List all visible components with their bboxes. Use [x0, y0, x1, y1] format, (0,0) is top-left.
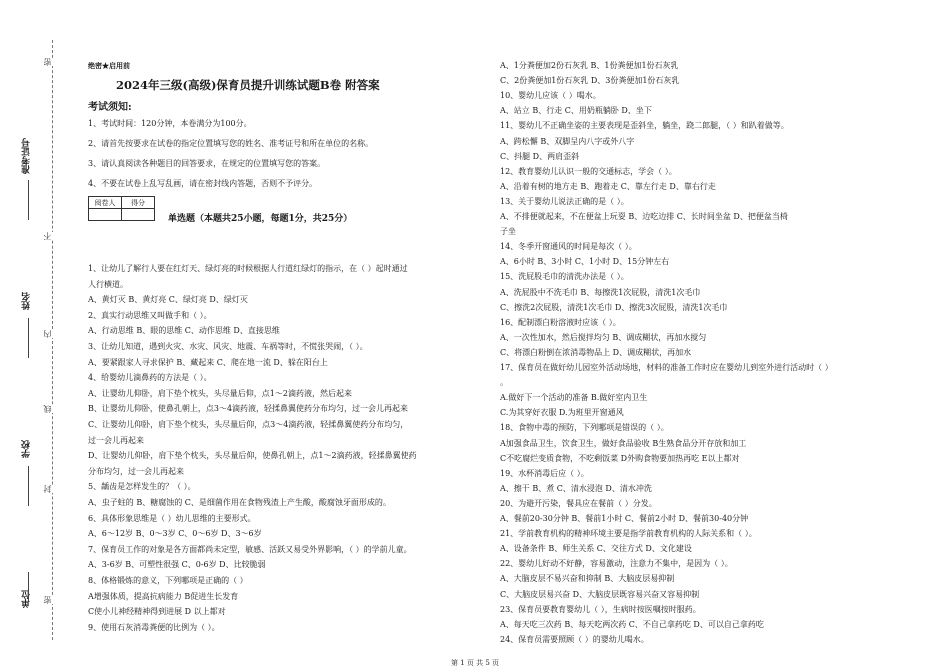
question-line: 8、体格锻炼的意义，下列哪项是正确的（ ） [88, 576, 248, 585]
unit-label: 单位 [22, 590, 32, 608]
seal-line [52, 40, 53, 640]
score-cell [122, 209, 155, 221]
question-line: 16、配制漂白粉溶液时应该（ ）。 [500, 317, 621, 327]
question-line: 22、婴幼儿好动不好静，容易激动，注意力不集中，是因为（ ）。 [500, 559, 733, 569]
question-line: 13、关于婴幼儿说法正确的是（ ）。 [500, 196, 629, 206]
question-line: 子坐 [500, 227, 516, 237]
notice-item: 2、请首先按要求在试卷的指定位置填写您的姓名、准考证号和所在单位的名称。 [88, 139, 374, 148]
question-line: B、让婴幼儿仰卧，使鼻孔朝上，点3～4滴药液，轻揉鼻翼使药分布均匀，过一会儿再起来 [88, 404, 409, 414]
name-label: 姓名 [22, 292, 32, 310]
question-line: 19、水杯消毒后应（ ）。 [500, 468, 589, 478]
question-line: A、大脑皮层不易兴奋和抑制 B、大脑皮层易抑制 [500, 574, 675, 584]
question-line: 20、为避开污染，餐具应在餐前（ ）分发。 [500, 498, 657, 508]
question-line: 。 [500, 378, 508, 388]
question-line: A、设备条件 B、师生关系 C、交往方式 D、文化建设 [500, 544, 692, 554]
seal-mark: 密 [43, 58, 52, 66]
binding-margin [0, 0, 78, 671]
question-line: A、一次性加水，然后搅拌均匀 B、调成糊状，再加水搅匀 [500, 332, 707, 342]
grader-cell [89, 209, 122, 221]
question-line: A、沿着有树的地方走 B、跑着走 C、靠左行走 D、靠右行走 [500, 181, 716, 191]
school-field [28, 466, 29, 506]
question-line: C使小儿神经精神得到进展 D 以上都对 [88, 607, 226, 617]
notice-item: 3、请认真阅读各种题目的回答要求，在规定的位置填写您的答案。 [88, 159, 326, 168]
seal-mark: 内 [43, 330, 52, 338]
exam-number-field [28, 180, 29, 220]
question-line: C、大脑皮层易兴奋 D、大脑皮层既容易兴奋又容易抑制 [500, 589, 700, 599]
unit-field [28, 572, 29, 602]
score-table [88, 196, 155, 221]
question-line: 1、让幼儿了解行人要在红灯天、绿灯亮的时候根据人行道红绿灯的指示，在（ ）起时通过 [88, 264, 408, 273]
question-line: A、站立 B、行走 C、用奶瓶躺卧 D、坐下 [500, 106, 652, 116]
question-line: 12、教育婴幼儿认识一般的交通标志，学会（ ）。 [500, 166, 677, 176]
score-header: 得分 [122, 197, 155, 209]
question-line: A、要紧跟家人寻求保护 B、藏起来 C、爬在地一流 D、躲在阳台上 [88, 357, 328, 367]
exam-number-label: 准考证号 [22, 138, 32, 174]
question-line: A增强体质，提高抗病能力 B促进生长发育 [88, 591, 239, 601]
question-line: 14、冬季开窗通风的时间是每次（ ）。 [500, 242, 637, 252]
question-line: 10、婴幼儿应该（ ）喝水。 [500, 91, 601, 101]
question-line: A、让婴幼儿仰卧，肩下垫个枕头，头尽量后仰，点1～2滴药液，然后起来 [88, 388, 352, 398]
page-title: 2024年三级(高级)保育员提升训练试题B卷 附答案 [116, 78, 380, 92]
question-line: A、虫子蛀的 B、糖腐蚀的 C、是细菌作用在食物残渣上产生酸，酸腐蚀牙面形成的。 [88, 498, 391, 507]
question-line: C、让婴幼儿仰卧，肩下垫个枕头，头尽量后仰，点3～4滴药液，轻揉鼻翼使药分布均匀， [88, 420, 409, 429]
question-line: C不吃腐烂变质食物，不吃剩饭菜 D外购食物要加热再吃 E以上都对 [500, 453, 740, 463]
question-line: C、2份粪便加1份石灰乳 D、3份粪便加1份石灰乳 [500, 76, 680, 86]
question-line: A、擦干 B、煮 C、清水浸泡 D、清水冲洗 [500, 483, 652, 493]
page-footer: 第 1 页 共 5 页 [450, 659, 500, 667]
question-line: C、擦洗2次屁股，清洗1次毛巾 D、擦洗3次屁股，清洗1次毛巾 [500, 302, 728, 312]
question-line: 5、龋齿是怎样发生的？（ ）。 [88, 482, 196, 492]
question-line: A、跨松懈 B、双脚呈内八字或外八字 [500, 136, 635, 146]
question-line: 人行横道。 [88, 279, 128, 289]
question-line: C、将漂白粉倒在浓消毒物品上 D、调成糊状，再加水 [500, 347, 692, 357]
question-line: A、6～12岁 B、0～3岁 C、0～6岁 D、3～6岁 [88, 529, 262, 539]
seal-mark: 密 [43, 596, 52, 604]
question-line: 18、食物中毒的预防，下列哪项是错误的（ ）。 [500, 423, 669, 433]
seal-mark: 不 [43, 232, 52, 240]
question-line: 15、洗屁股毛巾的清洗办法是（ ）。 [500, 272, 629, 282]
question-line: C、抖腿 D、两肩歪斜 [500, 151, 580, 161]
question-line: C.为其穿好衣服 D.为班里开窗通风 [500, 408, 624, 418]
question-line: 11、婴幼儿不正确坐姿的主要表现是歪斜坐，躺坐，跷二郎腿，（ ）和趴着做等。 [500, 121, 789, 131]
question-line: 7、保育员工作的对象是各方面都尚未定型，敏感、活跃又易受外界影响，（ ）的学前儿童。 [88, 544, 412, 554]
question-line: A、不排便就起来，不在便盆上玩耍 B、边吃边排 C、长时间坐盆 D、把便盆当椅 [500, 212, 788, 221]
question-line: 3、让幼儿知道，遇到火灾、水灾、风灾、地震、车祸等时，不慌张哭闹，（ ）。 [88, 342, 368, 351]
question-line: A加强食品卫生，饮食卫生，做好食品验收 B生熟食品分开存放和加工 [500, 438, 747, 448]
question-line: 分布均匀，过一会儿再起来 [88, 466, 184, 476]
notice-item: 1、考试时间：120分钟，本卷满分为100分。 [88, 119, 252, 128]
question-line: 9、使用石灰消毒粪便的比例为（ ）。 [88, 622, 220, 632]
notice-item: 4、不要在试卷上乱写乱画，请在密封线内答题，否则不予评分。 [88, 179, 318, 188]
name-field [28, 318, 29, 358]
question-line: A、6小时 B、3小时 C、1小时 D、15分钟左右 [500, 257, 670, 267]
question-line: A、行动思维 B、眼的思维 C、动作思维 D、直接思维 [88, 326, 280, 336]
section-title: 单选题（本题共25小题，每题1分，共25分） [168, 214, 353, 224]
question-line: D、让婴幼儿仰卧，肩下垫个枕头，头尽量后仰，使鼻孔朝上，点1～2滴药液，轻揉鼻翼使药 [88, 451, 417, 461]
seal-mark: 封 [43, 485, 52, 493]
question-line: A、餐前20-30分钟 B、餐前1小时 C、餐前2小时 D、餐前30-40分钟 [500, 514, 749, 523]
question-line: A、黄灯灭 B、黄灯亮 C、绿灯亮 D、绿灯灭 [88, 295, 248, 305]
question-line: 17、保育员在做好幼儿园室外活动场地，材料的准备工作时应在婴幼儿到室外进行活动时（ ） [500, 363, 833, 372]
question-line: 24、保育员需要照顾（ ）的婴幼儿喝水。 [500, 634, 649, 644]
question-line: 4、给婴幼儿滴鼻药的方法是（ ）。 [88, 373, 212, 383]
question-line: A、1分粪便加2份石灰乳 B、1份粪便加1份石灰乳 [500, 61, 679, 70]
secret-label: 绝密★启用前 [88, 61, 130, 70]
question-line: A、3-6岁 B、可塑性很强 C、0-6岁 D、比较脆弱 [88, 560, 266, 570]
question-line: 23、保育员要教育婴幼儿（ ），生病时按医嘱按时服药。 [500, 604, 701, 614]
question-line: A.做好下一个活动的准备 B.做好室内卫生 [500, 393, 648, 403]
seal-mark: 线 [43, 405, 52, 413]
question-line: 过一会儿再起来 [88, 435, 144, 445]
question-line: A、每天吃三次药 B、每天吃两次药 C、不自己拿药吃 D、可以自己拿药吃 [500, 619, 764, 629]
question-line: 2、真实行动思维又叫做手和（ ）。 [88, 310, 212, 320]
question-line: A、洗屁股中不洗毛巾 B、每擦洗1次屁股，清洗1次毛巾 [500, 287, 701, 297]
notice-heading: 考试须知: [88, 102, 132, 113]
school-label: 学校 [22, 440, 32, 458]
grader-header: 阅卷人 [89, 197, 122, 209]
question-line: 21、学前教育机构的精神环境主要是指学前教育机构的人际关系和（ ）。 [500, 529, 757, 539]
question-line: 6、具体形象思维是（ ）幼儿思维的主要形式。 [88, 513, 256, 523]
